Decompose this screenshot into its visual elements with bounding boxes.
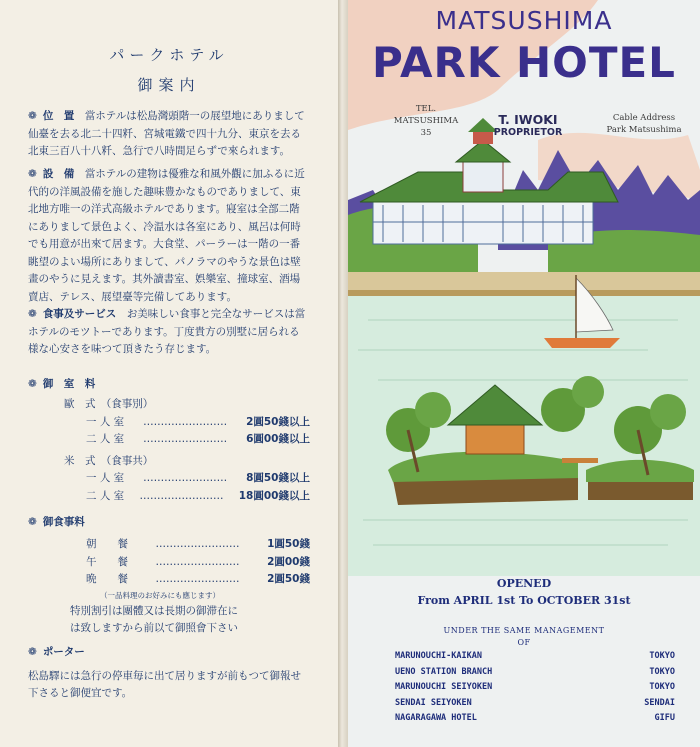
- rate-price: 2圓50錢: [267, 573, 310, 585]
- section-porter: [28, 644, 308, 703]
- rate-row: [60, 470, 310, 488]
- special-discount-line: 特別割引は團體又は長期の御滞在に: [70, 604, 238, 617]
- management-list: [395, 649, 675, 727]
- section-facilities: [28, 166, 308, 306]
- section-heading: 御 室 料: [42, 378, 96, 390]
- hotel-location-title: MATSUSHIMA: [435, 6, 613, 35]
- rate-price: 18圓00錢以上: [238, 489, 310, 502]
- paragraph-line: 下さると御便宜です。: [28, 687, 133, 699]
- rate-price: 6圓00錢以上: [246, 433, 310, 445]
- establishment-name: UENO STATION BRANCH: [395, 666, 493, 677]
- cable-block: [596, 112, 692, 136]
- rate-price: 1圓50錢: [267, 538, 310, 550]
- rate-leader: ……………………: [139, 489, 224, 502]
- page-subtitle: 御案内: [137, 76, 201, 94]
- bullet-icon: ❁: [28, 516, 37, 528]
- tel-number: 35: [420, 128, 432, 138]
- fold-crease: [338, 0, 348, 747]
- meal-rates-table: [60, 536, 310, 638]
- section-heading: ポーター: [42, 646, 85, 658]
- paragraph-line: 北地方唯一の洋式高級ホテルであります。寢室は全部二階: [28, 203, 300, 215]
- rate-name: 晩 餐: [86, 573, 128, 585]
- tel-block: [386, 103, 466, 139]
- proprietor-label: PROPRIETOR: [493, 127, 563, 138]
- paragraph-line: 當ホテルは松島灣頭階一の展望地にありまして: [84, 110, 305, 122]
- establishment-name: MARUNOUCHI SEIYOKEN: [395, 682, 493, 692]
- establishment-city: SENDAI: [644, 697, 675, 708]
- opened-label: OPENED: [496, 577, 552, 590]
- proprietor-name: T. IWOKI: [498, 112, 558, 127]
- rate-leader: ……………………: [143, 415, 228, 428]
- paragraph-line: でも用意が出來て居ます。大食堂、パーラーは一階の一番: [28, 238, 301, 250]
- rate-leader: ……………………: [143, 433, 228, 445]
- section-room-rates-heading: [28, 376, 308, 394]
- special-discount-line: は致しますから前以て御照會下さい: [70, 622, 238, 634]
- list-item: [395, 665, 675, 681]
- section-heading: 御食事料: [42, 516, 85, 528]
- establishment-name: SENDAI SEIYOKEN: [395, 697, 472, 708]
- rate-row: [60, 431, 310, 449]
- paragraph-line: 賣店、テレス、展望臺等完備してあります。: [28, 290, 237, 303]
- left-panel: [0, 0, 338, 747]
- rate-leader: ……………………: [155, 555, 240, 568]
- bullet-icon: ❁: [28, 378, 37, 390]
- list-item: [395, 696, 675, 712]
- paragraph-line: 北東三百八十八粁、急行で八時間足らずで來られます。: [28, 145, 290, 157]
- rate-leader: ……………………: [143, 472, 228, 484]
- section-location: [28, 108, 308, 161]
- proprietor-block: [468, 112, 588, 138]
- management-label: UNDER THE SAME MANAGEMENT: [443, 626, 605, 635]
- rate-row: [60, 414, 310, 432]
- bullet-icon: ❁: [28, 646, 37, 658]
- paragraph-line: 松島驛には急行の停車毎に出て居りますが前もつて御報せ: [28, 669, 301, 682]
- paragraph-line: 仙臺を去る北二十四粁、宮城電鐵で四十九分、東京を去る: [28, 127, 301, 140]
- rate-name: 朝 餐: [86, 538, 128, 550]
- tel-exchange: MATSUSHIMA: [393, 116, 459, 126]
- paragraph-line: 當ホテルの建物は優雅な和風外觀に加ふるに近: [84, 168, 305, 180]
- bullet-icon: ❁: [28, 168, 37, 180]
- cable-address: Park Matsushima: [606, 125, 682, 135]
- paragraph-line: お美味しい食事と完全なサービスは當: [126, 308, 306, 320]
- management-of: OF: [517, 638, 531, 647]
- meal-note: （一品料理のお好みにも應じます）: [100, 590, 220, 600]
- rate-row: [60, 536, 310, 554]
- rate-name: 午 餐: [86, 555, 128, 568]
- section-heading: 食事及サービス: [42, 308, 117, 320]
- establishment-city: TOKYO: [649, 666, 675, 677]
- establishment-name: NAGARAGAWA HOTEL: [395, 713, 477, 723]
- right-panel: [348, 0, 700, 747]
- room-rates-table: [60, 396, 310, 505]
- rate-price: 2圓50錢以上: [246, 415, 310, 428]
- rate-row: [60, 554, 310, 572]
- bullet-icon: ❁: [28, 308, 37, 320]
- list-item: [395, 680, 675, 696]
- paragraph-line: 畫のやうに見えます。其外讀書室、娯樂室、撞球室、酒場: [28, 273, 301, 285]
- list-item: [395, 649, 675, 665]
- paragraph-line: ホテルのモツトーであります。丁度貴方の別墅に居られる: [28, 325, 300, 338]
- section-heading: 設 備: [42, 168, 75, 180]
- rate-row: [60, 488, 310, 506]
- section-meal-rates-heading: [28, 514, 308, 532]
- season-block: [348, 575, 700, 609]
- section-heading: 位 置: [42, 110, 75, 122]
- rate-name: 一 人 室: [86, 472, 125, 484]
- rate-name: 二 人 室: [86, 489, 125, 502]
- section-meals-service: [28, 306, 308, 359]
- rate-price: 8圓50錢以上: [246, 472, 310, 484]
- plan-label: 米 式 （食事共）: [64, 454, 154, 467]
- paragraph-line: 様な心安さを味つて頂きたう存じます。: [28, 343, 217, 355]
- establishment-city: GIFU: [654, 713, 675, 723]
- management-heading: [348, 625, 700, 649]
- paragraph-line: にありまして景色よく、冷温水は各室にあり、風呂は何時: [28, 220, 301, 233]
- rate-name: 一 人 室: [86, 415, 125, 428]
- hotel-name-title: PARK HOTEL: [372, 38, 676, 87]
- paragraph-line: 眺望のよい場所にありまして、パノラマのやうな景色は壁: [28, 255, 301, 268]
- paragraph-line: 代的の洋風設備を施した趣味豊かなものでありまして、東: [28, 185, 301, 198]
- plan-label: 歐 式 （食事別）: [64, 398, 154, 410]
- establishment-city: TOKYO: [649, 651, 675, 661]
- rate-leader: ……………………: [155, 538, 240, 550]
- page-title: パークホテル: [109, 46, 229, 64]
- establishment-city: TOKYO: [649, 682, 675, 692]
- rate-row: [60, 571, 310, 589]
- rate-leader: ……………………: [155, 573, 240, 585]
- cable-label: Cable Address: [612, 113, 676, 123]
- tel-label: TEL.: [415, 104, 437, 114]
- bullet-icon: ❁: [28, 110, 37, 122]
- list-item: [395, 711, 675, 727]
- season-dates: From APRIL 1st To OCTOBER 31st: [417, 594, 631, 607]
- rate-name: 二 人 室: [86, 433, 125, 445]
- rate-price: 2圓00錢: [267, 555, 310, 568]
- establishment-name: MARUNOUCHI-KAIKAN: [395, 651, 482, 661]
